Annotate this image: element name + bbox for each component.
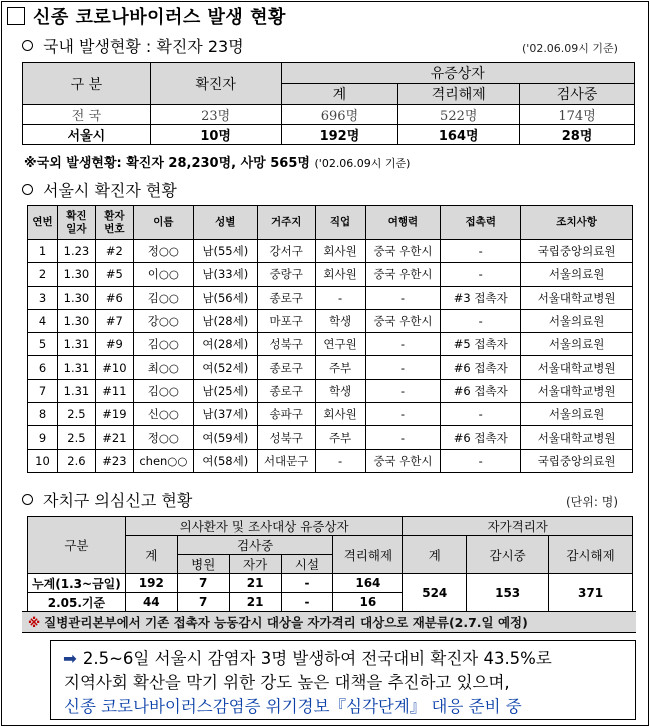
header-col-0: 연번 bbox=[28, 206, 58, 240]
section-domestic-heading bbox=[22, 34, 244, 57]
domestic-table bbox=[22, 62, 635, 145]
table-row bbox=[28, 379, 633, 402]
cell-col-2: #19 bbox=[95, 403, 133, 426]
row-name: 누계(1.3~금일) bbox=[28, 574, 126, 593]
cell-col-1: 1.31 bbox=[57, 333, 95, 356]
cell-col-7: 중국 우한시 bbox=[365, 309, 441, 332]
cell-col-8: #5 접촉자 bbox=[441, 333, 521, 356]
cell-total: 192 bbox=[125, 574, 177, 593]
cell-testing: 174명 bbox=[520, 105, 635, 125]
cell-col-0: 6 bbox=[28, 356, 58, 379]
cell-col-8: #6 접촉자 bbox=[441, 356, 521, 379]
cell-col-5: 성북구 bbox=[257, 426, 315, 449]
cell-col-2: #21 bbox=[95, 426, 133, 449]
cell-col-8: #3 접촉자 bbox=[441, 286, 521, 309]
cell-col-3: chen○○ bbox=[133, 449, 193, 472]
cell-col-7: 중국 우한시 bbox=[365, 263, 441, 286]
cell-released: 164명 bbox=[398, 125, 520, 145]
header-b-released: 감시해제 bbox=[549, 536, 633, 574]
cell-col-3: 김○○ bbox=[133, 379, 193, 402]
row-name: 전 국 bbox=[23, 105, 151, 125]
cell-col-6: 주부 bbox=[315, 426, 365, 449]
section-seoul-heading bbox=[22, 178, 177, 201]
cell-col-1: 2.6 bbox=[57, 449, 95, 472]
cell-col-1: 2.5 bbox=[57, 403, 95, 426]
cell-col-7: 중국 우한시 bbox=[365, 449, 441, 472]
cell-col-8: - bbox=[441, 240, 521, 263]
cell-total: 192명 bbox=[281, 125, 398, 145]
cell-col-1: 1.30 bbox=[57, 309, 95, 332]
cell-col-1: 1.30 bbox=[57, 263, 95, 286]
cell-col-2: #2 bbox=[95, 240, 133, 263]
cell-total: 696명 bbox=[281, 105, 398, 125]
cell-hospital: 7 bbox=[177, 574, 229, 593]
circle-bullet-icon bbox=[22, 40, 33, 51]
header-hospital: 병원 bbox=[177, 555, 229, 574]
cell-col-0: 4 bbox=[28, 309, 58, 332]
header-col-9: 조치사항 bbox=[521, 206, 633, 240]
header-facility: 시설 bbox=[281, 555, 333, 574]
cell-col-0: 10 bbox=[28, 449, 58, 472]
cell-col-9: 서울의료원 bbox=[521, 309, 633, 332]
header-suspected: 유증상자 bbox=[281, 63, 634, 84]
title-row bbox=[7, 4, 286, 28]
header-col-5: 거주지 bbox=[257, 206, 315, 240]
district-unit-note: (단위: 명) bbox=[566, 495, 618, 509]
table-row bbox=[28, 574, 633, 593]
cell-facility: - bbox=[281, 574, 333, 593]
header-testing: 검사중 bbox=[520, 84, 635, 105]
cell-col-5: 종로구 bbox=[257, 286, 315, 309]
table-row bbox=[28, 403, 633, 426]
cell-col-8: - bbox=[441, 309, 521, 332]
cell-col-9: 국립중앙의료원 bbox=[521, 240, 633, 263]
header-col-7: 여행력 bbox=[365, 206, 441, 240]
overseas-status bbox=[24, 152, 410, 171]
cell-col-1: 1.23 bbox=[57, 240, 95, 263]
district-table bbox=[27, 516, 633, 612]
cell-col-8: #6 접촉자 bbox=[441, 379, 521, 402]
cell-col-9: 서울대학교병원 bbox=[521, 379, 633, 402]
cell-col-4: 여(28세) bbox=[193, 333, 257, 356]
cell-col-0: 1 bbox=[28, 240, 58, 263]
notice-mark: ※ bbox=[28, 614, 41, 630]
cell-col-1: 1.31 bbox=[57, 379, 95, 402]
cell-col-6: 학생 bbox=[315, 309, 365, 332]
cell-col-6: 학생 bbox=[315, 379, 365, 402]
cell-col-5: 서대문구 bbox=[257, 449, 315, 472]
header-released: 격리해제 bbox=[398, 84, 520, 105]
cell-self-isolation-total: 524 bbox=[403, 574, 467, 612]
table-row bbox=[28, 263, 633, 286]
table-row bbox=[28, 356, 633, 379]
cell-home: 21 bbox=[229, 593, 281, 612]
header-col-1: 확진 일자 bbox=[57, 206, 95, 240]
table-row bbox=[28, 333, 633, 356]
cell-col-4: 남(28세) bbox=[193, 309, 257, 332]
cell-col-7: - bbox=[365, 333, 441, 356]
cell-col-0: 3 bbox=[28, 286, 58, 309]
header-col-4: 성별 bbox=[193, 206, 257, 240]
cell-col-5: 성북구 bbox=[257, 333, 315, 356]
cell-col-9: 서울의료원 bbox=[521, 403, 633, 426]
cell-col-5: 종로구 bbox=[257, 356, 315, 379]
cell-col-7: - bbox=[365, 403, 441, 426]
cell-col-3: 정○○ bbox=[133, 240, 193, 263]
cell-col-7: - bbox=[365, 379, 441, 402]
cell-released: 16 bbox=[333, 593, 403, 612]
cell-col-6: 회사원 bbox=[315, 240, 365, 263]
cell-col-6: - bbox=[315, 449, 365, 472]
cell-col-9: 서울대학교병원 bbox=[521, 286, 633, 309]
cell-facility: - bbox=[281, 593, 333, 612]
cell-col-4: 여(58세) bbox=[193, 449, 257, 472]
header-b-total: 계 bbox=[403, 536, 467, 574]
cell-col-2: #9 bbox=[95, 333, 133, 356]
cell-col-3: 신○○ bbox=[133, 403, 193, 426]
cell-released: 522명 bbox=[398, 105, 520, 125]
cell-col-8: - bbox=[441, 263, 521, 286]
cell-col-3: 최○○ bbox=[133, 356, 193, 379]
cell-col-0: 9 bbox=[28, 426, 58, 449]
page-title: 신종 코로나바이러스 발생 현황 bbox=[33, 7, 286, 28]
summary-box bbox=[50, 640, 636, 720]
header-col-2: 환자 번호 bbox=[95, 206, 133, 240]
domestic-date-note: ('02.06.09시 기준) bbox=[522, 42, 618, 55]
cell-col-8: #6 접촉자 bbox=[441, 426, 521, 449]
cell-col-6: 회사원 bbox=[315, 263, 365, 286]
header-total: 계 bbox=[125, 536, 177, 574]
cell-released: 164 bbox=[333, 574, 403, 593]
cell-col-4: 여(52세) bbox=[193, 356, 257, 379]
notice-text: 질병관리본부에서 기존 접촉자 능동감시 대상을 자가격리 대상으로 재분류(2.7.일 예정) bbox=[44, 615, 528, 630]
table-row bbox=[28, 449, 633, 472]
cell-col-0: 8 bbox=[28, 403, 58, 426]
cell-col-3: 정○○ bbox=[133, 426, 193, 449]
row-name: 서울시 bbox=[23, 125, 151, 145]
header-monitoring: 감시중 bbox=[467, 536, 549, 574]
cell-col-2: #23 bbox=[95, 449, 133, 472]
cell-col-4: 남(55세) bbox=[193, 240, 257, 263]
cell-col-7: - bbox=[365, 426, 441, 449]
cell-col-4: 남(25세) bbox=[193, 379, 257, 402]
header-group-a: 의사환자 및 조사대상 유증상자 bbox=[125, 517, 402, 536]
cell-col-5: 종로구 bbox=[257, 379, 315, 402]
cell-col-4: 남(56세) bbox=[193, 286, 257, 309]
cell-col-5: 송파구 bbox=[257, 403, 315, 426]
cell-col-9: 서울대학교병원 bbox=[521, 356, 633, 379]
circle-bullet-icon bbox=[22, 184, 33, 195]
cell-col-5: 강서구 bbox=[257, 240, 315, 263]
cell-col-3: 김○○ bbox=[133, 333, 193, 356]
cell-col-3: 강○○ bbox=[133, 309, 193, 332]
district-heading-text: 자치구 의심신고 현황 bbox=[43, 491, 193, 510]
header-col-3: 이름 bbox=[133, 206, 193, 240]
summary-line-3: 신종 코로나바이러스감염증 위기경보『심각단계』 대응 준비 중 bbox=[64, 697, 522, 716]
header-category: 구 분 bbox=[23, 63, 151, 105]
cell-col-6: 회사원 bbox=[315, 403, 365, 426]
cell-col-1: 1.31 bbox=[57, 356, 95, 379]
row-name: 2.05.기준 bbox=[28, 593, 126, 612]
summary-line-2: 지역사회 확산을 막기 위한 강도 높은 대책을 추진하고 있으며, bbox=[64, 673, 510, 692]
seoul-heading-text: 서울시 확진자 현황 bbox=[43, 181, 177, 200]
summary-line-1 bbox=[63, 647, 623, 671]
header-released: 격리해제 bbox=[333, 536, 403, 574]
cell-col-0: 5 bbox=[28, 333, 58, 356]
table-row bbox=[28, 426, 633, 449]
table-row bbox=[23, 105, 635, 125]
seoul-cases-table bbox=[27, 205, 633, 473]
cell-col-9: 서울대학교병원 bbox=[521, 426, 633, 449]
section-district-heading bbox=[22, 488, 192, 511]
cell-col-9: 국립중앙의료원 bbox=[521, 449, 633, 472]
cell-col-2: #6 bbox=[95, 286, 133, 309]
cell-col-6: 연구원 bbox=[315, 333, 365, 356]
checkbox-icon bbox=[7, 7, 25, 25]
cell-col-3: 김○○ bbox=[133, 286, 193, 309]
cell-col-7: - bbox=[365, 356, 441, 379]
arrow-right-icon: ➡ bbox=[63, 649, 77, 668]
cell-col-2: #5 bbox=[95, 263, 133, 286]
cell-confirmed: 10명 bbox=[150, 125, 281, 145]
table-row bbox=[28, 240, 633, 263]
circle-bullet-icon bbox=[22, 494, 33, 505]
cell-confirmed: 23명 bbox=[150, 105, 281, 125]
cell-hospital: 7 bbox=[177, 593, 229, 612]
cell-col-8: - bbox=[441, 449, 521, 472]
cell-col-4: 남(37세) bbox=[193, 403, 257, 426]
cell-total: 44 bbox=[125, 593, 177, 612]
cell-col-0: 7 bbox=[28, 379, 58, 402]
summary-line-1-text: 2.5~6일 서울시 감염자 3명 발생하여 전국대비 확진자 43.5%로 bbox=[82, 649, 552, 668]
table-row bbox=[28, 309, 633, 332]
cell-col-9: 서울의료원 bbox=[521, 333, 633, 356]
table-row bbox=[28, 286, 633, 309]
cell-col-5: 마포구 bbox=[257, 309, 315, 332]
header-testing: 검사중 bbox=[177, 536, 333, 555]
overseas-date-note: ('02.06.09시 기준) bbox=[314, 157, 411, 170]
cell-monitoring: 153 bbox=[467, 574, 549, 612]
cell-col-7: 중국 우한시 bbox=[365, 240, 441, 263]
header-col-8: 접촉력 bbox=[441, 206, 521, 240]
cell-col-0: 2 bbox=[28, 263, 58, 286]
header-home: 자가 bbox=[229, 555, 281, 574]
cell-col-1: 2.5 bbox=[57, 426, 95, 449]
domestic-heading-text: 국내 발생현황 : 확진자 23명 bbox=[43, 37, 244, 56]
cell-testing: 28명 bbox=[520, 125, 635, 145]
cell-col-5: 중랑구 bbox=[257, 263, 315, 286]
header-confirmed: 확진자 bbox=[150, 63, 281, 105]
cell-col-2: #11 bbox=[95, 379, 133, 402]
notice-banner bbox=[22, 611, 636, 633]
header-group-b: 자가격리자 bbox=[403, 517, 633, 536]
cell-col-4: 여(59세) bbox=[193, 426, 257, 449]
overseas-text: ※국외 발생현황: 확진자 28,230명, 사망 565명 bbox=[24, 156, 310, 171]
header-col-6: 직업 bbox=[315, 206, 365, 240]
header-category: 구분 bbox=[28, 517, 126, 574]
cell-col-3: 이○○ bbox=[133, 263, 193, 286]
cell-col-4: 남(33세) bbox=[193, 263, 257, 286]
table-row bbox=[23, 125, 635, 145]
cell-col-2: #10 bbox=[95, 356, 133, 379]
cell-col-8: - bbox=[441, 403, 521, 426]
cell-col-1: 1.30 bbox=[57, 286, 95, 309]
cell-col-7: - bbox=[365, 286, 441, 309]
cell-col-6: 주부 bbox=[315, 356, 365, 379]
header-total: 계 bbox=[281, 84, 398, 105]
cell-col-6: - bbox=[315, 286, 365, 309]
cell-monitoring-released: 371 bbox=[549, 574, 633, 612]
cell-col-2: #7 bbox=[95, 309, 133, 332]
cell-home: 21 bbox=[229, 574, 281, 593]
cell-col-9: 서울의료원 bbox=[521, 263, 633, 286]
